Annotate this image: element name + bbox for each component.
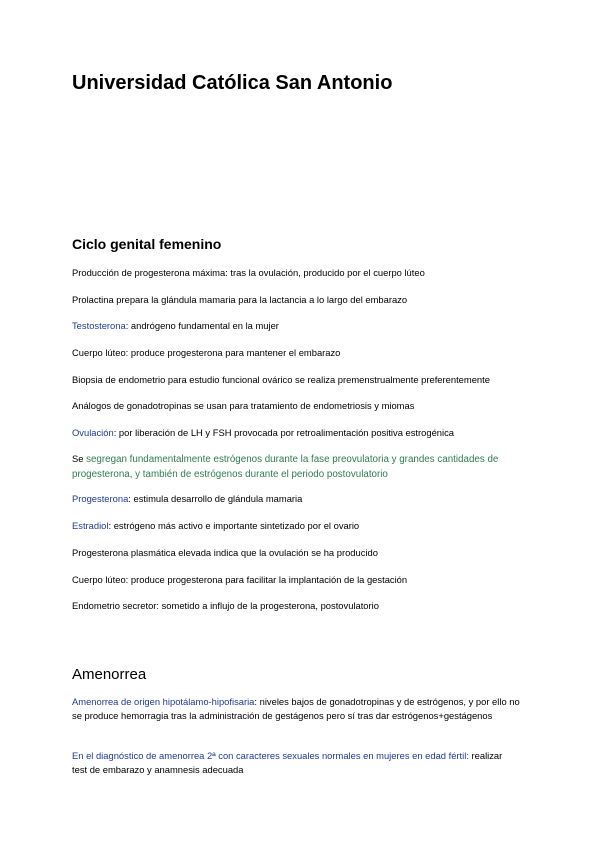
term-label: Amenorrea de origen hipotálamo-hipofisaria bbox=[72, 696, 255, 707]
list-item: Prolactina prepara la glándula mamaria para la lactancia a lo largo del embarazo bbox=[72, 294, 408, 305]
list-item: Progesterona plasmática elevada indica que la ovulación se ha producido bbox=[72, 547, 378, 558]
term-label: Estradiol bbox=[72, 520, 109, 531]
list-item: Biopsia de endometrio para estudio funcional ovárico se realiza premenstrualmente preferentemente bbox=[72, 374, 490, 385]
term-label: Ovulación bbox=[72, 427, 114, 438]
highlight-text: segregan fundamentalmente estrógenos durante la fase preovulatoria y grandes cantidades de progesterona, y también de estrógenos durante el periodo postovulatorio bbox=[72, 454, 499, 480]
term-label: En el diagnóstico de amenorrea 2ª con caracteres sexuales normales en mujeres en edad fértil: bbox=[72, 750, 469, 761]
list-item: Cuerpo lúteo: produce progesterona para mantener el embarazo bbox=[72, 347, 341, 358]
document-title: Universidad Católica San Antonio bbox=[72, 72, 393, 94]
list-item: Análogos de gonadotropinas se usan para tratamiento de endometriosis y miomas bbox=[72, 400, 415, 411]
section-heading-ciclo: Ciclo genital femenino bbox=[72, 236, 222, 252]
list-item: Producción de progesterona máxima: tras la ovulación, producido por el cuerpo lúteo bbox=[72, 267, 425, 278]
list-item: Progesterona: estimula desarrollo de glándula mamaria bbox=[72, 493, 303, 504]
list-item: Endometrio secretor: sometido a influjo de la progesterona, postovulatorio bbox=[72, 600, 379, 611]
term-label: Progesterona bbox=[72, 493, 129, 504]
list-item: Testosterona: andrógeno fundamental en la mujer bbox=[72, 320, 279, 331]
list-item: Amenorrea de origen hipotálamo-hipofisaria: niveles bajos de gonadotropinas y de estrógenos, y por ello no se produce hemorragia tras la administración de gestágenos pero sí tras dar estrógenos+gestágenos bbox=[72, 696, 520, 721]
list-item: Cuerpo lúteo: produce progesterona para facilitar la implantación de la gestación bbox=[72, 574, 408, 585]
term-label: Testosterona bbox=[72, 320, 126, 331]
list-item: Se segregan fundamentalmente estrógenos durante la fase preovulatoria y grandes cantidades de progesterona, y también de estrógenos durante el periodo postovulatorio bbox=[72, 453, 499, 480]
list-item: Ovulación: por liberación de LH y FSH provocada por retroalimentación positiva estrogénica bbox=[72, 427, 454, 438]
section-heading-amenorrea: Amenorrea bbox=[72, 666, 147, 683]
list-item: En el diagnóstico de amenorrea 2ª con caracteres sexuales normales en mujeres en edad fértil: realizar test de embarazo y anamnesis adecuada bbox=[72, 750, 503, 775]
list-item: Estradiol: estrógeno más activo e importante sintetizado por el ovario bbox=[72, 520, 360, 531]
